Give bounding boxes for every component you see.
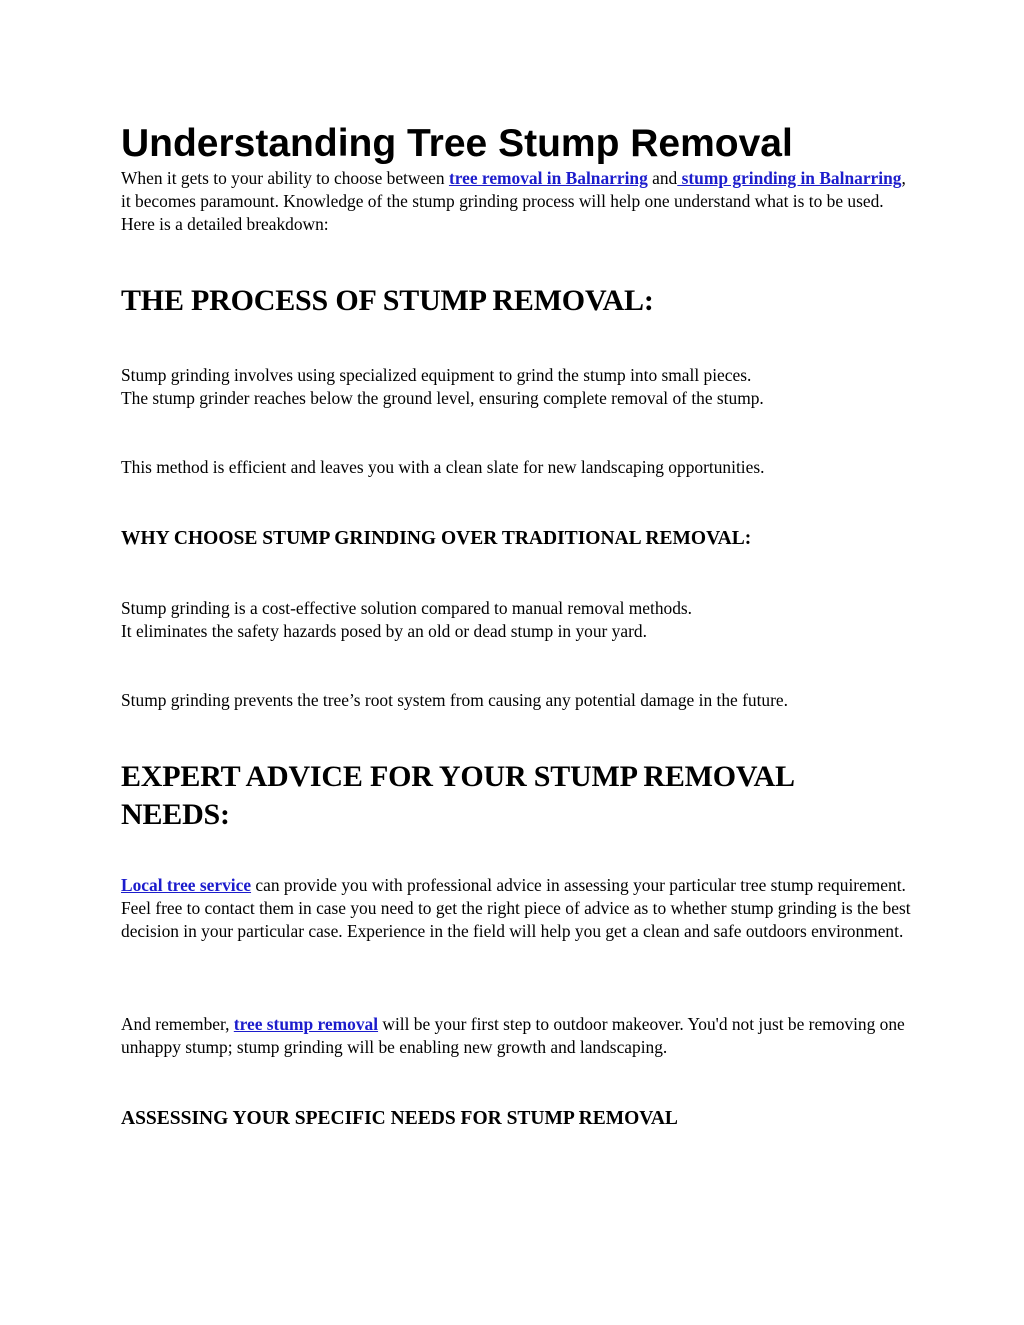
- intro-text-1: When it gets to your ability to choose between: [121, 168, 449, 188]
- tree-removal-link[interactable]: tree removal in Balnarring: [448, 168, 648, 188]
- expert-advice-heading: EXPERT ADVICE FOR YOUR STUMP REMOVAL NEEDS:: [121, 760, 794, 831]
- remember-text-1: And remember,: [121, 1014, 234, 1034]
- why-choose-paragraph: [121, 597, 911, 643]
- page-title: Understanding Tree Stump Removal: [121, 122, 793, 165]
- process-paragraph: [121, 364, 911, 410]
- why-line-2: It eliminates the safety hazards posed by an old or dead stump in your yard.: [121, 621, 647, 641]
- root-system-paragraph: Stump grinding prevents the tree’s root system from causing any potential damage in the future.: [121, 690, 788, 710]
- why-choose-heading: WHY CHOOSE STUMP GRINDING OVER TRADITIONAL REMOVAL:: [121, 528, 752, 549]
- process-heading: THE PROCESS OF STUMP REMOVAL:: [121, 284, 654, 317]
- why-line-1: Stump grinding is a cost-effective solution compared to manual removal methods.: [121, 598, 693, 618]
- process-line-2: The stump grinder reaches below the ground level, ensuring complete removal of the stump.: [121, 388, 764, 408]
- remember-paragraph: [121, 1013, 911, 1059]
- local-tree-service-link[interactable]: Local tree service: [121, 875, 252, 895]
- tree-stump-removal-link[interactable]: tree stump removal: [233, 1014, 379, 1034]
- assessing-needs-heading: ASSESSING YOUR SPECIFIC NEEDS FOR STUMP REMOVAL: [121, 1108, 678, 1129]
- expert-advice-paragraph: [121, 874, 911, 943]
- intro-paragraph: [121, 167, 911, 236]
- process-efficiency-paragraph: This method is efficient and leaves you with a clean slate for new landscaping opportunities.: [121, 457, 765, 477]
- intro-text-3: , it becomes paramount. Knowledge of the stump grinding process will help one understand what is to be used. Here is a detailed breakdown:: [121, 168, 906, 234]
- stump-grinding-link[interactable]: stump grinding in Balnarring: [677, 168, 902, 188]
- process-line-1: Stump grinding involves using specialized equipment to grind the stump into small pieces.: [121, 365, 752, 385]
- intro-text-2: and: [647, 168, 678, 188]
- remember-text-2: will be your first step to outdoor makeover. You'd not just be removing one unhappy stump; stump grinding will be enabling new growth and landscaping.: [121, 1014, 905, 1057]
- expert-advice-text: can provide you with professional advice in assessing your particular tree stump requirement. Feel free to contact them in case you need to get the right piece of advice as to whether stump grinding is the best decision in your particular case. Experience in the field will help you get a clean and safe outdoors environment.: [121, 875, 911, 941]
